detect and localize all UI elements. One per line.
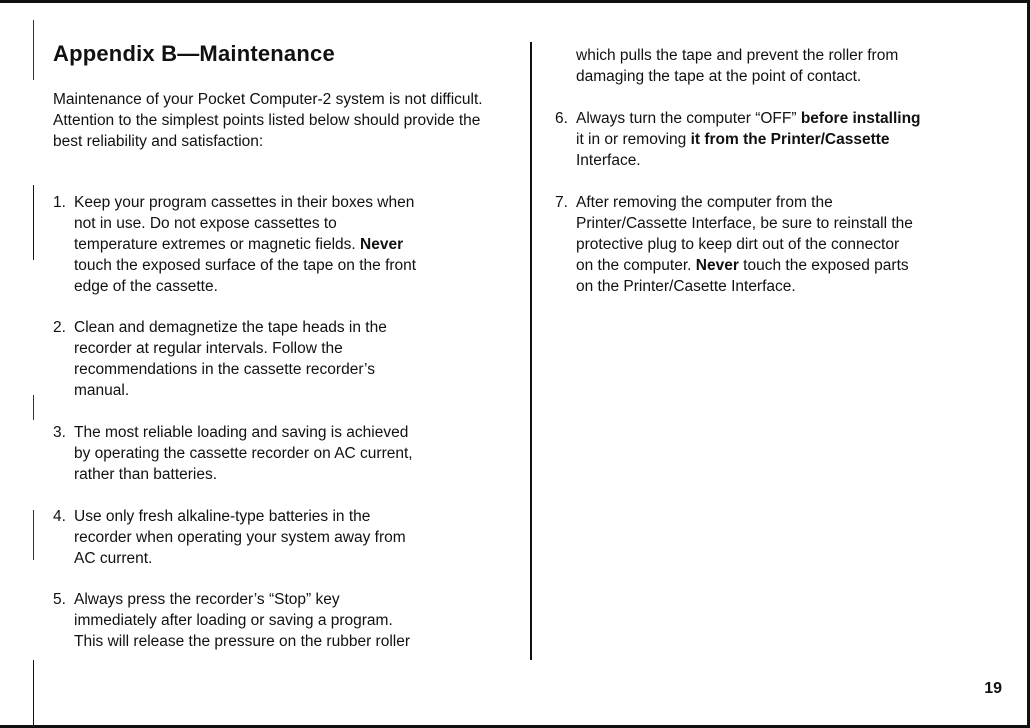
item-text: [576, 108, 921, 171]
item-line: [576, 255, 913, 276]
item-number: 3.: [53, 424, 66, 441]
item-line: edge of the cassette.: [74, 278, 218, 295]
item-line: This will release the pressure on the rubber roller: [74, 633, 410, 650]
line-segment: on the computer.: [576, 257, 696, 274]
item-line: The most reliable loading and saving is achieved: [74, 424, 409, 441]
item-line: recommendations in the cassette recorder’s: [74, 361, 375, 378]
item-line: recorder when operating your system away from: [74, 529, 406, 546]
item-line: Printer/Cassette Interface, be sure to reinstall the: [576, 215, 913, 232]
item-line: [576, 129, 921, 150]
item-text: [74, 506, 406, 569]
line-segment: touch the exposed parts: [738, 257, 909, 274]
line-segment: it in or removing: [576, 131, 691, 148]
item-number: 6.: [555, 110, 568, 127]
item-number: 4.: [53, 508, 66, 525]
item-line: [576, 108, 921, 129]
item-line: manual.: [74, 382, 130, 399]
item-line: not in use. Do not expose cassettes to: [74, 215, 337, 232]
item-line: [74, 234, 416, 255]
column-divider: [530, 42, 532, 660]
item-text: [74, 422, 413, 485]
item-line: Use only fresh alkaline-type batteries in the: [74, 508, 371, 525]
item-line: touch the exposed surface of the tape on the front: [74, 257, 417, 274]
item-number: 1.: [53, 194, 66, 211]
binding-mark: [33, 510, 34, 560]
item-line: which pulls the tape and prevent the roller from: [576, 47, 899, 64]
item-text: [576, 192, 913, 297]
page-number: 19: [984, 680, 1002, 697]
emphasis-from-interface: it from the Printer/Cassette: [690, 131, 890, 148]
item-line: Keep your program cassettes in their boxes when: [74, 194, 415, 211]
item-line: After removing the computer from the: [576, 194, 833, 211]
page-border-top: [0, 0, 1030, 3]
line-segment: temperature extremes or magnetic fields.: [74, 236, 361, 253]
intro-paragraph: Maintenance of your Pocket Computer-2 system is not difficult. Attention to the simplest points listed below should provide the best reliability and satisfaction:: [53, 91, 483, 150]
item-text: [576, 45, 898, 87]
item-line: Clean and demagnetize the tape heads in the: [74, 319, 387, 336]
item-text: [74, 589, 410, 652]
emphasis-never: Never: [360, 236, 404, 253]
item-line: Interface.: [576, 152, 641, 169]
item-line: Always press the recorder’s “Stop” key: [74, 591, 340, 608]
item-line: recorder at regular intervals. Follow the: [74, 340, 343, 357]
binding-mark: [33, 395, 34, 420]
item-line: rather than batteries.: [74, 466, 218, 483]
binding-mark: [33, 20, 34, 80]
item-line: immediately after loading or saving a program.: [74, 612, 393, 629]
item-line: AC current.: [74, 550, 153, 567]
item-number: 7.: [555, 194, 568, 211]
item-line: on the Printer/Casette Interface.: [576, 278, 796, 295]
binding-mark: [33, 185, 34, 260]
emphasis-before-installing: before installing: [800, 110, 921, 127]
item-text: [74, 317, 387, 401]
binding-mark: [33, 660, 34, 725]
item-line: damaging the tape at the point of contact.: [576, 68, 862, 85]
item-number: 5.: [53, 591, 66, 608]
item-line: by operating the cassette recorder on AC current,: [74, 445, 413, 462]
item-text: [74, 192, 416, 297]
emphasis-never: Never: [695, 257, 739, 274]
page-title: Appendix B—Maintenance: [53, 41, 335, 66]
item-line: protective plug to keep dirt out of the connector: [576, 236, 900, 253]
item-number: 2.: [53, 319, 66, 336]
line-segment: Always turn the computer “OFF”: [576, 110, 801, 127]
